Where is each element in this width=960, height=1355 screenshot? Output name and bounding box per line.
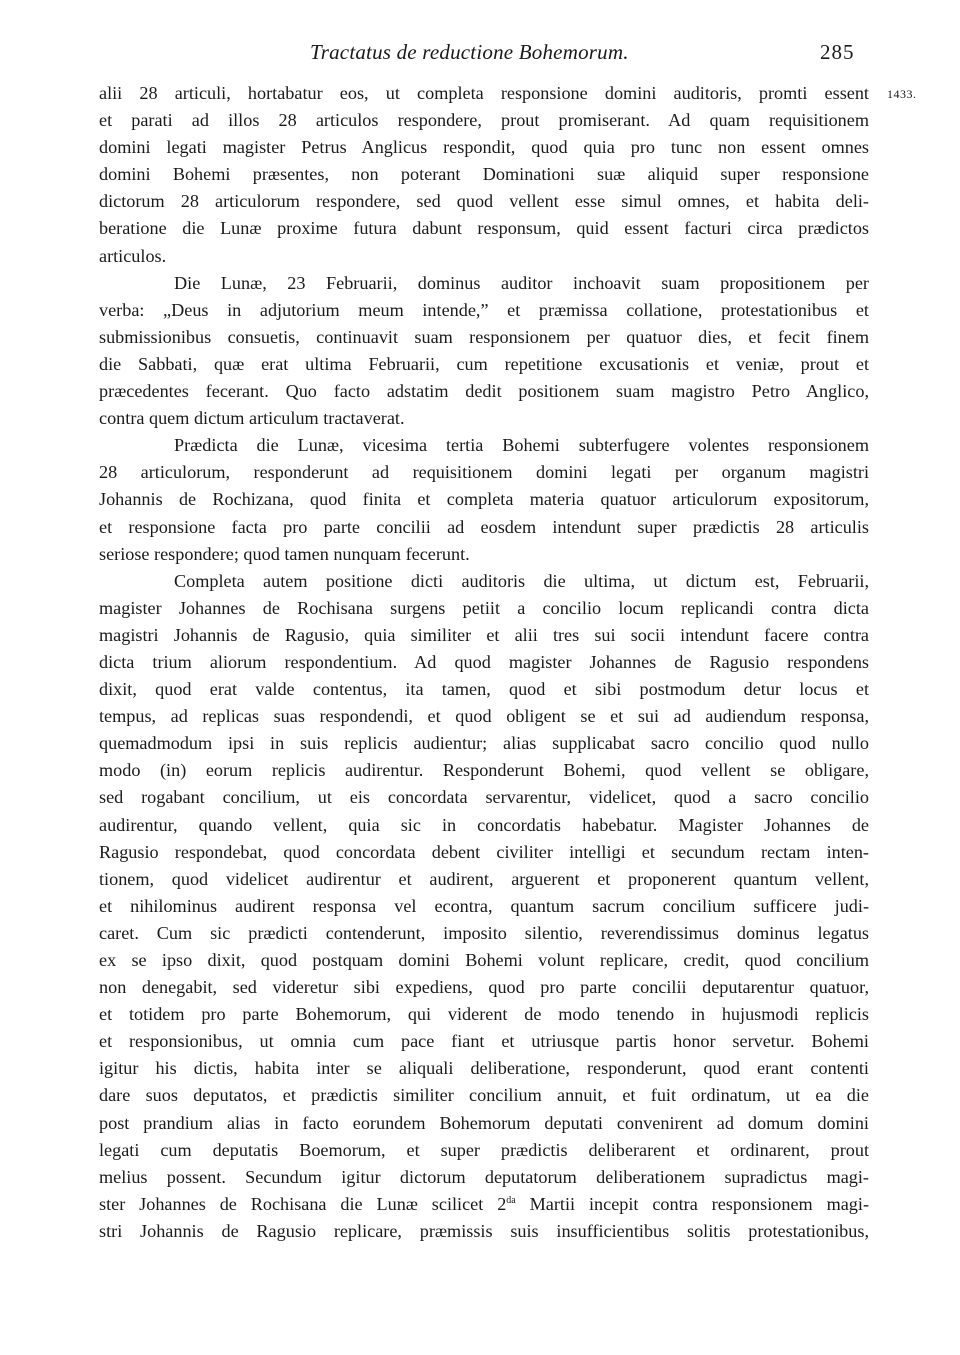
text-line: præcedentes fecerant. Quo facto adstatim dedit positionem suam magistro Petro Anglico,: [99, 381, 869, 402]
text-line: et responsione facta pro parte concilii ad eosdem intendunt super prædictis 28 articulis: [99, 516, 869, 537]
text-line: magister Johannes de Rochisana surgens petiit a concilio locum replicandi contra dicta: [99, 597, 869, 618]
text-line: submissionibus consuetis, continuavit suam responsionem per quatuor dies, et fecit finem: [99, 326, 869, 347]
text-line: domini legati magister Petrus Anglicus respondit, quod quia pro tunc non essent omnes: [99, 137, 869, 158]
text-line: beratione die Lunæ proxime futura dabunt responsum, quid essent facturi circa prædictos: [99, 218, 869, 239]
page-number: 285: [820, 40, 855, 64]
text-line: Ragusio respondebat, quod concordata debent civiliter intelligi et secundum rectam inten-: [99, 841, 869, 862]
text-line: sed rogabant concilium, ut eis concordata servarentur, videlicet, quod a sacro concilio: [99, 787, 869, 808]
text-line: seriose respondere; quod tamen nunquam fecerunt.: [99, 543, 470, 564]
text-line: et nihilominus audirent responsa vel econtra, quantum sacrum concilium sufficere judi-: [99, 895, 869, 916]
paragraph-4: [99, 568, 869, 1245]
text-line: articulos.: [99, 245, 167, 266]
text-line: contra quem dictum articulum tractaverat.: [99, 408, 405, 429]
text-line: tionem, quod videlicet audirentur et audirent, arguerent et proponerent quantum vellent,: [99, 868, 869, 889]
text-line: legati cum deputatis Boemorum, et super prædictis deliberarent et ordinarent, prout: [99, 1139, 869, 1160]
text-line: modo (in) eorum replicis audirentur. Responderunt Bohemi, quod vellent se obligare,: [99, 760, 869, 781]
text-line: post prandium alias in facto eorundem Bohemorum deputati convenirent ad domum domini: [99, 1112, 869, 1133]
text-line: 28 articulorum, responderunt ad requisitionem domini legati per organum magistri: [99, 462, 869, 483]
paragraph-3: [99, 432, 869, 567]
text-line: Completa autem positione dicti auditoris die ultima, ut dictum est, Februarii,: [174, 570, 869, 591]
text-line: domini Bohemi præsentes, non poterant Dominationi suæ aliquid super responsione: [99, 164, 869, 185]
text-line: melius possent. Secundum igitur dictorum deputatorum deliberationem supradictus magi-: [99, 1166, 869, 1187]
text-line: dare suos deputatos, et prædictis similiter concilium annuit, et fuit ordinatum, ut ea die: [99, 1085, 869, 1106]
text-line: et parati ad illos 28 articulos respondere, prout promiserant. Ad quam requisitionem: [99, 110, 869, 131]
text-line: die Sabbati, quæ erat ultima Februarii, cum repetitione excusationis et veniæ, prout et: [99, 353, 869, 374]
paragraph-1: [99, 80, 869, 270]
text-line: quemadmodum ipsi in suis replicis audientur; alias supplicabat sacro concilio quod nullo: [99, 733, 869, 754]
superscript-ordinal: da: [506, 1194, 516, 1206]
paragraph-2: [99, 270, 869, 433]
text-line: ex se ipso dixit, quod postquam domini Bohemi volunt replicare, credit, quod concilium: [99, 950, 869, 970]
line-text-part: ster Johannes de Rochisana die Lunæ scilicet 2: [99, 1193, 507, 1214]
text-body: [99, 80, 869, 1245]
text-line: non denegabit, sed videretur sibi expediens, quod pro parte concilii deputarentur quatuor,: [99, 977, 869, 998]
text-line: alii 28 articuli, hortabatur eos, ut completa responsione domini auditoris, promti essent: [99, 83, 869, 103]
text-line: igitur his dictis, habita inter se aliquali deliberatione, responderunt, quod erant contenti: [99, 1058, 869, 1079]
text-line: Prædicta die Lunæ, vicesima tertia Bohemi subterfugere volentes responsionem: [174, 435, 869, 456]
margin-year-note: 1433.: [887, 87, 917, 101]
text-line: et totidem pro parte Bohemorum, qui viderent de modo tenendo in hujusmodi replicis: [99, 1004, 869, 1025]
text-line: stri Johannis de Ragusio replicare, præmissis suis insufficientibus solitis protestationibus,: [99, 1220, 869, 1241]
text-line: dicta trium aliorum respondentium. Ad quod magister Johannes de Ragusio respondens: [99, 651, 869, 672]
text-line: Die Lunæ, 23 Februarii, dominus auditor inchoavit suam propositionem per: [174, 272, 869, 293]
line-text-continuation: Martii incepit contra responsionem magi-: [515, 1193, 869, 1214]
text-line: caret. Cum sic prædicti contenderunt, imposito silentio, reverendissimus dominus legatus: [99, 922, 869, 943]
text-line-with-superscript: [99, 1191, 869, 1218]
text-line: dixit, quod erat valde contentus, ita tamen, quod et sibi postmodum detur locus et: [99, 679, 869, 700]
text-line: dictorum 28 articulorum respondere, sed quod vellent esse simul omnes, et habita deli-: [99, 191, 869, 212]
text-line: verba: „Deus in adjutorium meum intende,” et præmissa collatione, protestationibus et: [99, 299, 869, 320]
running-title: Tractatus de reductione Bohemorum.: [310, 40, 629, 64]
text-line: audirentur, quando vellent, quia sic in concordatis habebatur. Magister Johannes de: [99, 814, 869, 835]
text-line: magistri Johannis de Ragusio, quia similiter et alii tres sui socii intendunt facere contra: [99, 624, 869, 645]
text-line: tempus, ad replicas suas respondendi, et quod obligent se et sui ad audiendum responsa,: [99, 706, 869, 727]
text-line: Johannis de Rochizana, quod finita et completa materia quatuor articulorum expositorum,: [99, 489, 869, 510]
text-line: et responsionibus, ut omnia cum pace fiant et utriusque partis honor servetur. Bohemi: [99, 1031, 869, 1052]
